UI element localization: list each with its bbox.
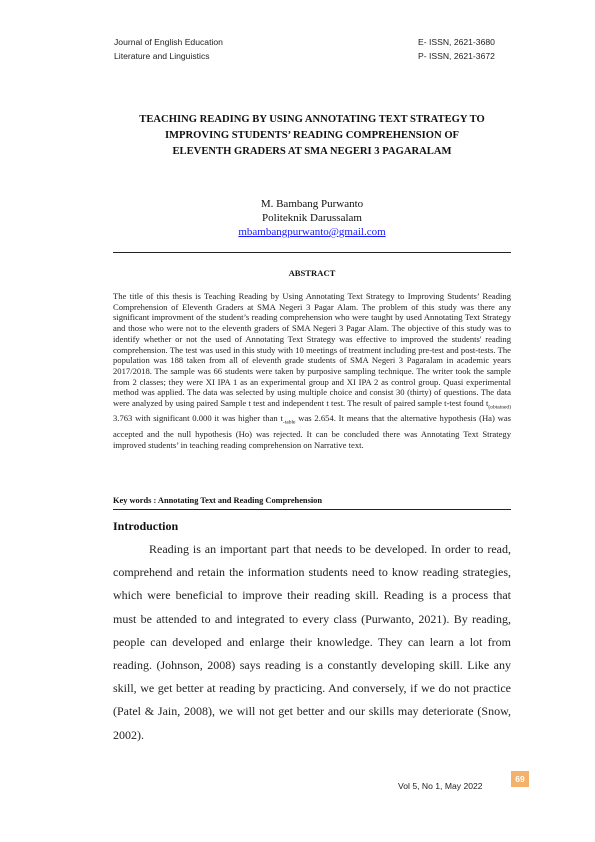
introduction-paragraph: Reading is an important part that needs to be developed. In order to read, comprehend and retain the information students need to know reading strategies, which were beneficial to improve their reading skill. Reading is a process that must be attended to and integrated to every class (Purwanto, 2021). By reading, people can developed and enlarge their knowledge. They can learn a lot from reading. (Johnson, 2008) says reading is a constantly developing skill. Like any skill, we get better at reading by practicing. And conversely, if we do not practice (Patel & Jain, 2008), we will not get better and our skills may deteriorate (Snow, 2002).: [113, 542, 511, 742]
footer-volume: Vol 5, No 1, May 2022: [398, 781, 483, 791]
pissn: P- ISSN, 2621-3672: [418, 50, 495, 61]
eissn: E- ISSN, 2621-3680: [418, 37, 495, 47]
abstract-body: [113, 291, 511, 450]
abstract-top-divider: [113, 252, 511, 253]
title-line-3: ELEVENTH GRADERS AT SMA NEGERI 3 PAGARALAM: [172, 145, 452, 157]
title-line-2: IMPROVING STUDENTS’ READING COMPREHENSION OF: [164, 129, 460, 141]
abstract-subscript-obtained: (obtained): [488, 404, 511, 411]
abstract-text-part1: The title of this thesis is Teaching Reading by Using Annotating Text Strategy to Improving Students’ Reading Comprehension of Eleventh Graders at SMA Negeri 3 Pagar Alam. The problem of this study was there any significant improvment of the student’s reading comprehension who were taught by used Annotating Text Strategy and those who were not to the eleventh graders of SMA Negeri 3 Pagar Alam. The objective of this study was to identify whether or not the used of Annotating Text Strategy was effective to improved the students' reading comprehension. The test was used in this study with 10 meetings of treatment including pre-test and post-tests. The population was 188 taken from all of eleventh grade students of SMA Negeri 3 Pagaralam in academic years 2017/2018. The sample was 66 students were taken by purposive sampling technique. The writer took the sample from 2 classes; they were XI IPA 1 as an experimental group and XI IPA 2 as control group. Quasi experimental method was applied. The data was selected by using multiple choice and consist 30 (thirty) of questions. The data were analyzed by using paired Sample t test and independent t test. The result of paired sample t-test found t: [113, 291, 511, 409]
abstract-subscript-table: -table: [282, 420, 296, 427]
journal-name-line1: Journal of English Education: [114, 37, 223, 47]
author-affiliation: Politeknik Darussalam: [262, 212, 362, 224]
journal-header-left: [114, 36, 223, 63]
author-block: [0, 197, 595, 239]
paper-title: [100, 112, 524, 159]
abstract-text-part3: was 2.654. It means that the alternative hypothesis (Ha) was accepted and the null hypothesis (Ho) was rejected. It can be concluded there was Annotating Text Strategy improved students’ in teaching reading comprehension on Narrative text.: [113, 413, 511, 450]
abstract-text-part2: 3.763 with significant 0.000 it was higher than t: [113, 413, 283, 424]
author-email-link[interactable]: mbambangpurwanto@gmail.com: [238, 226, 386, 238]
page-number-badge: 69: [511, 771, 529, 787]
keywords: Key words : Annotating Text and Reading Comprehension: [113, 496, 323, 505]
title-line-1: TEACHING READING BY USING ANNOTATING TEXT STRATEGY TO: [139, 114, 485, 125]
introduction-heading: Introduction: [113, 519, 179, 533]
abstract-heading: ABSTRACT: [288, 268, 336, 278]
introduction-body: [113, 538, 511, 747]
journal-header-right: [418, 36, 495, 63]
author-name: M. Bambang Purwanto: [260, 198, 364, 210]
journal-name-line2: Literature and Linguistics: [114, 50, 210, 61]
keywords-divider: [113, 509, 511, 510]
